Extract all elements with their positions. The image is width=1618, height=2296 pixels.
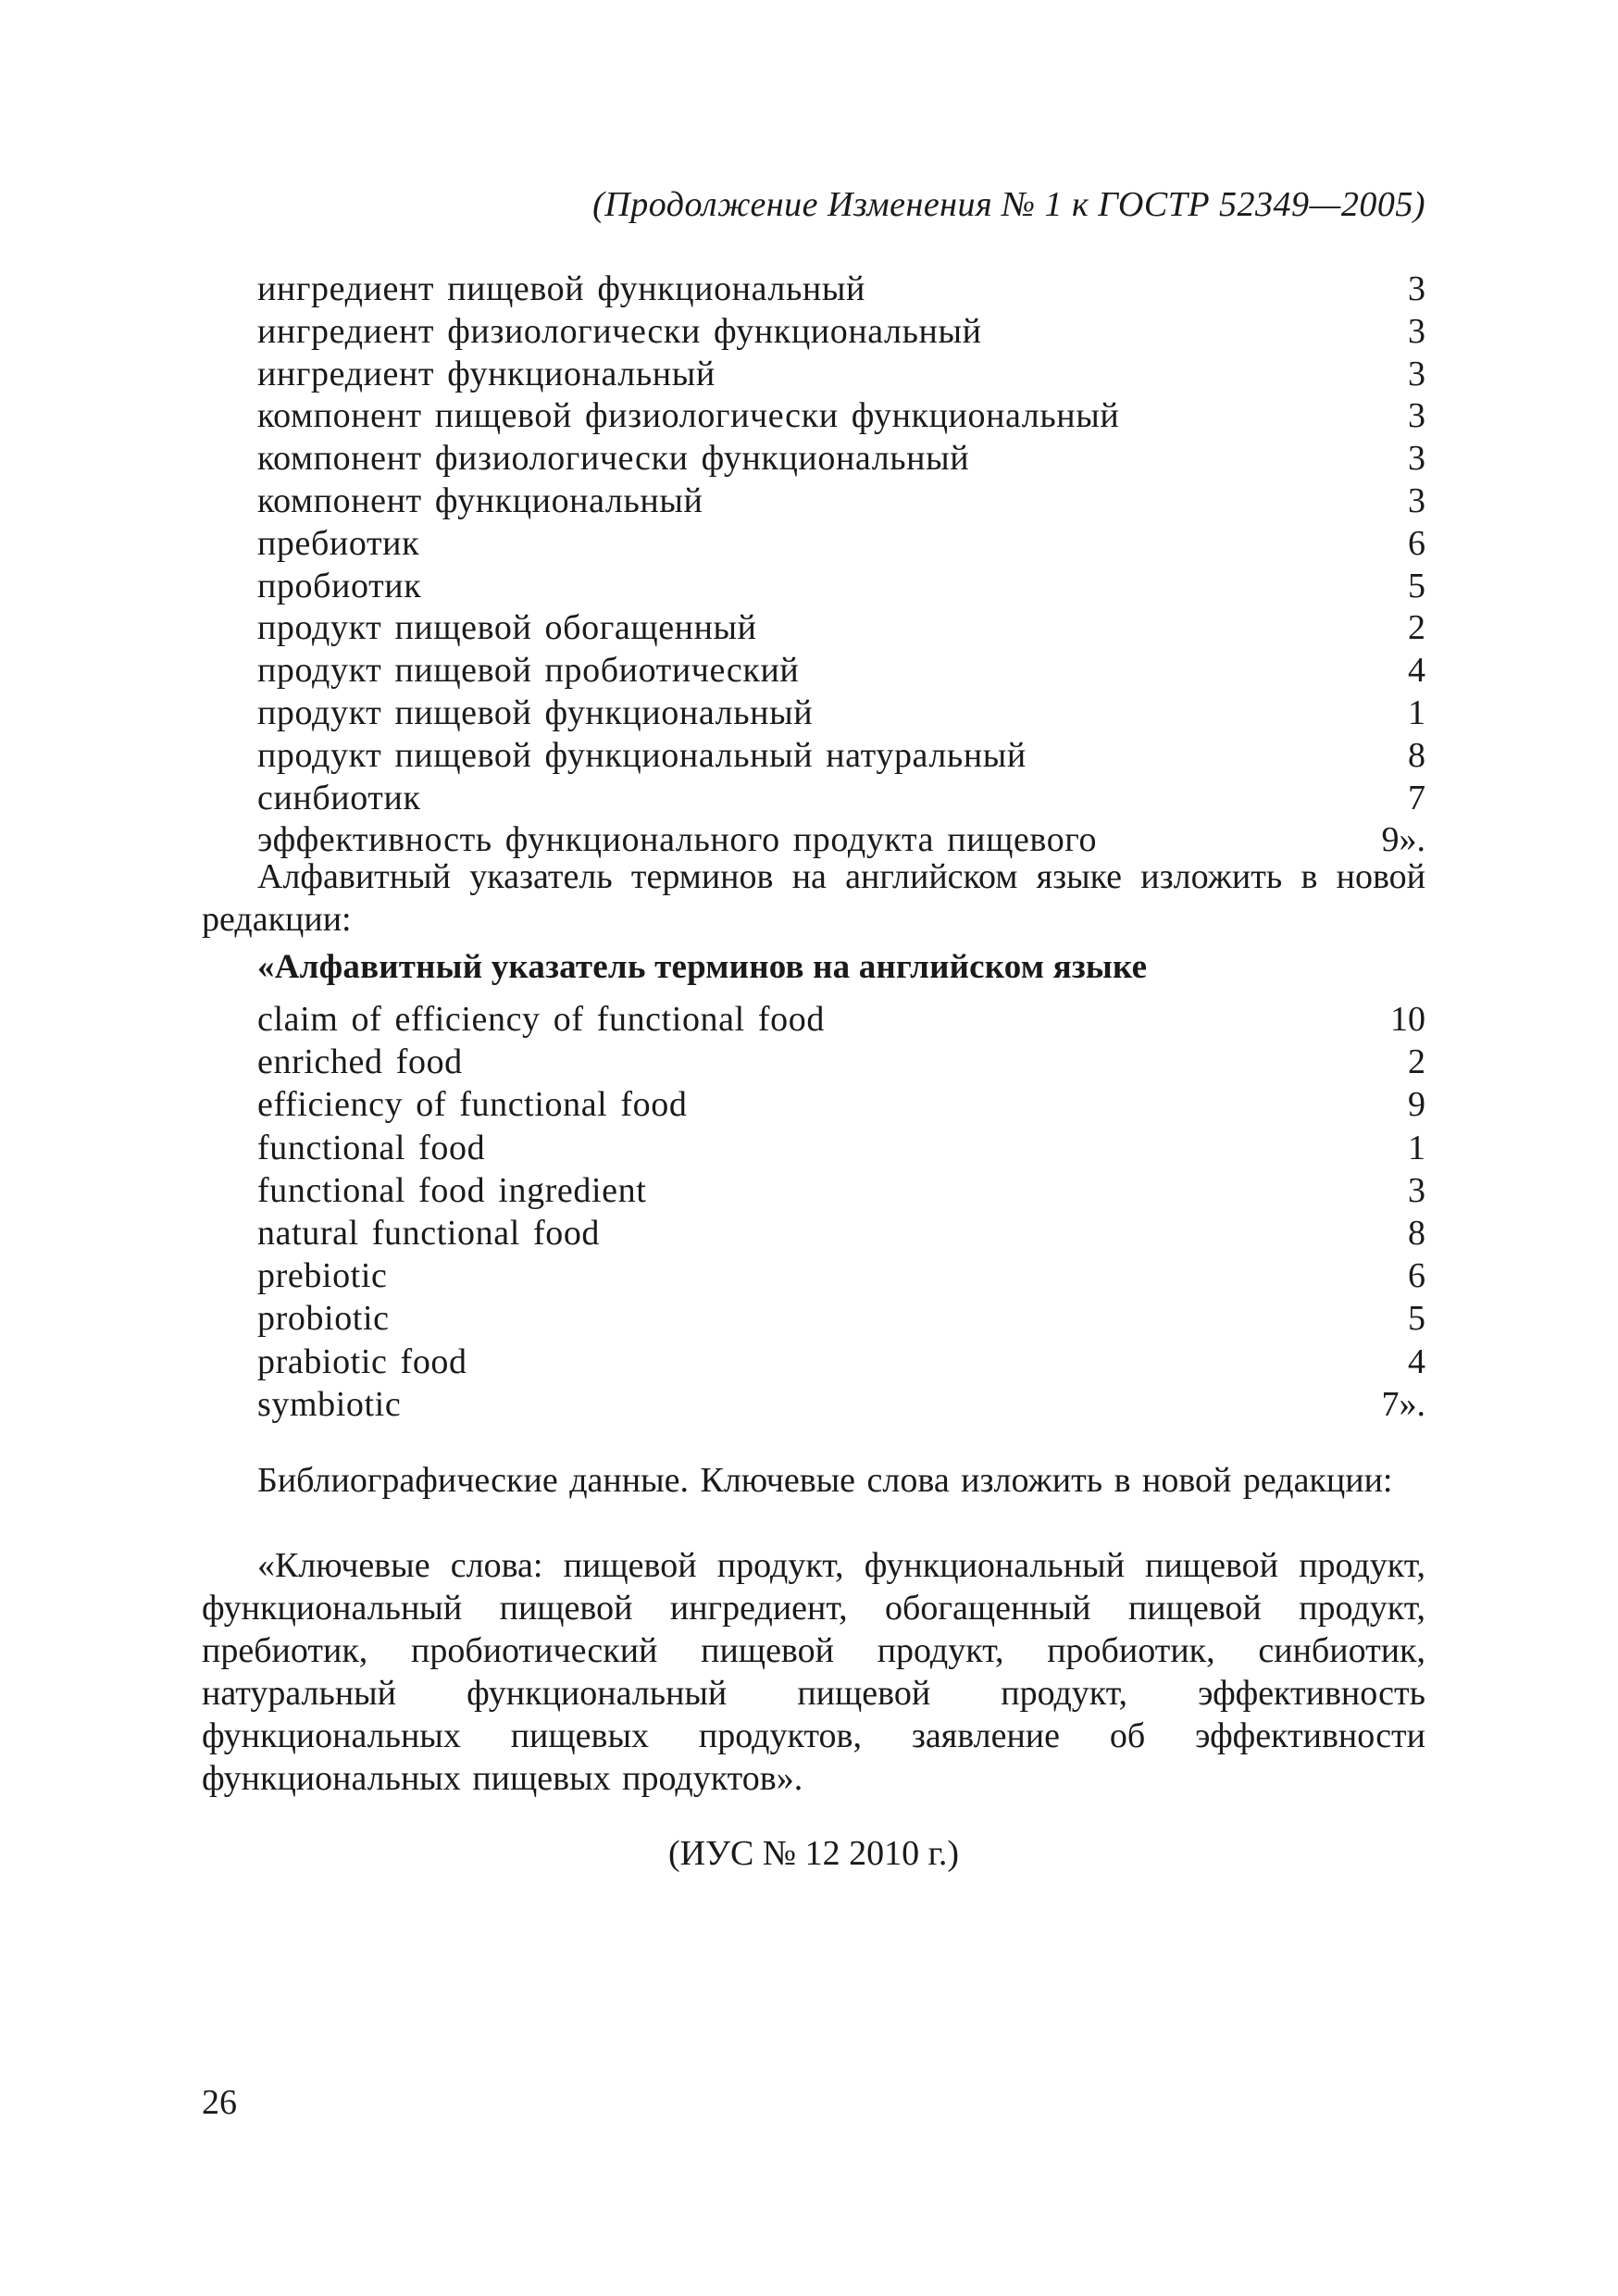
index-term: symbiotic [257,1384,402,1424]
index-term: синбиотик [257,778,421,817]
index-entry [257,268,1425,311]
index-number: 7». [1381,1384,1425,1424]
index-term: ингредиент физиологически функциональный [257,311,982,351]
index-entry [257,566,1425,608]
index-entry [257,1254,1425,1297]
index-number: 9 [1408,1085,1425,1125]
page-number: 26 [202,2083,237,2122]
index-number: 9». [1381,820,1425,860]
index-term: продукт пищевой функциональный натуральный [257,735,1027,775]
index-term: компонент физиологически функциональный [257,439,970,479]
index-number: 3 [1408,269,1425,308]
index-number: 4 [1408,1341,1425,1381]
index-number: 6 [1408,1256,1425,1296]
index-term: ингредиент функциональный [257,354,716,393]
index-entry [257,1212,1425,1254]
index-entry [257,735,1425,778]
ius-reference: (ИУС № 12 2010 г.) [667,1834,960,1873]
index-term: probiotic [257,1299,390,1339]
index-entry [257,311,1425,354]
index-entry [257,1083,1425,1126]
index-entry [257,1297,1425,1340]
index-number: 3 [1408,1170,1425,1210]
index-term: ингредиент пищевой функциональный [257,269,865,308]
index-entry [257,607,1425,650]
index-term: пробиотик [257,566,422,605]
index-number: 6 [1408,523,1425,563]
index-term: компонент пищевой физиологически функциональный [257,396,1120,436]
index-term: продукт пищевой функциональный [257,693,814,732]
index-number: 2 [1408,608,1425,648]
index-term: prabiotic food [257,1341,467,1381]
index-entry [257,395,1425,438]
index-number: 1 [1408,1128,1425,1167]
index-number: 5 [1408,1299,1425,1339]
index-number: 3 [1408,480,1425,520]
index-number: 1 [1408,693,1425,732]
index-number: 4 [1408,651,1425,691]
index-entry [257,693,1425,735]
index-term: enriched food [257,1042,463,1082]
index-term: эффективность функционального продукта пищевого [257,820,1098,860]
index-number: 3 [1408,354,1425,393]
index-term: claim of efficiency of functional food [257,1000,825,1039]
index-entry [257,1041,1425,1083]
index-entry [257,1341,1425,1383]
index-number: 5 [1408,566,1425,605]
index-term: functional food ingredient [257,1170,647,1210]
instruction-paragraph: Алфавитный указатель терминов на английском языке изложить в новой редакции: [202,857,1425,939]
index-term: компонент функциональный [257,480,703,520]
index-term: продукт пищевой обогащенный [257,608,757,648]
index-entry [257,778,1425,820]
index-number: 8 [1408,1213,1425,1253]
index-term: продукт пищевой пробиотический [257,651,800,691]
index-term: natural functional food [257,1213,601,1253]
index-term: пребиотик [257,523,420,563]
index-term: prebiotic [257,1256,388,1296]
index-entry [257,998,1425,1041]
bibliographic-paragraph: Библиографические данные. Ключевые слова изложить в новой редакции: [257,1461,1393,1500]
russian-term-index [257,268,1425,862]
index-entry [257,354,1425,396]
index-entry [257,650,1425,693]
index-number: 10 [1390,1000,1425,1039]
index-term: functional food [257,1128,486,1167]
index-number: 7 [1408,778,1425,817]
index-number: 3 [1408,311,1425,351]
english-term-index [257,998,1425,1426]
index-number: 3 [1408,439,1425,479]
index-entry [257,1169,1425,1212]
running-header: (Продолжение Изменения № 1 к ГОСТР 52349—2005) [592,185,1425,224]
index-entry [257,480,1425,523]
english-index-title: «Алфавитный указатель терминов на английском языке [257,948,1148,986]
keywords-paragraph: «Ключевые слова: пищевой продукт, функциональный пищевой продукт, функциональный пищевой ингредиент, обогащенный пищевой продукт, пребиотик, пробиотический пищевой продукт, пробиотик, синбиотик, натуральный функциональный пищевой продукт, эффективность функциональных пищевых продуктов, заявление об эффективности функциональных пищевых продуктов». [202,1546,1425,1798]
index-number: 2 [1408,1042,1425,1082]
index-entry [257,523,1425,566]
index-entry [257,1383,1425,1426]
index-entry [257,1127,1425,1169]
index-number: 8 [1408,735,1425,775]
index-number: 3 [1408,396,1425,436]
index-term: efficiency of functional food [257,1085,688,1125]
index-entry [257,438,1425,480]
